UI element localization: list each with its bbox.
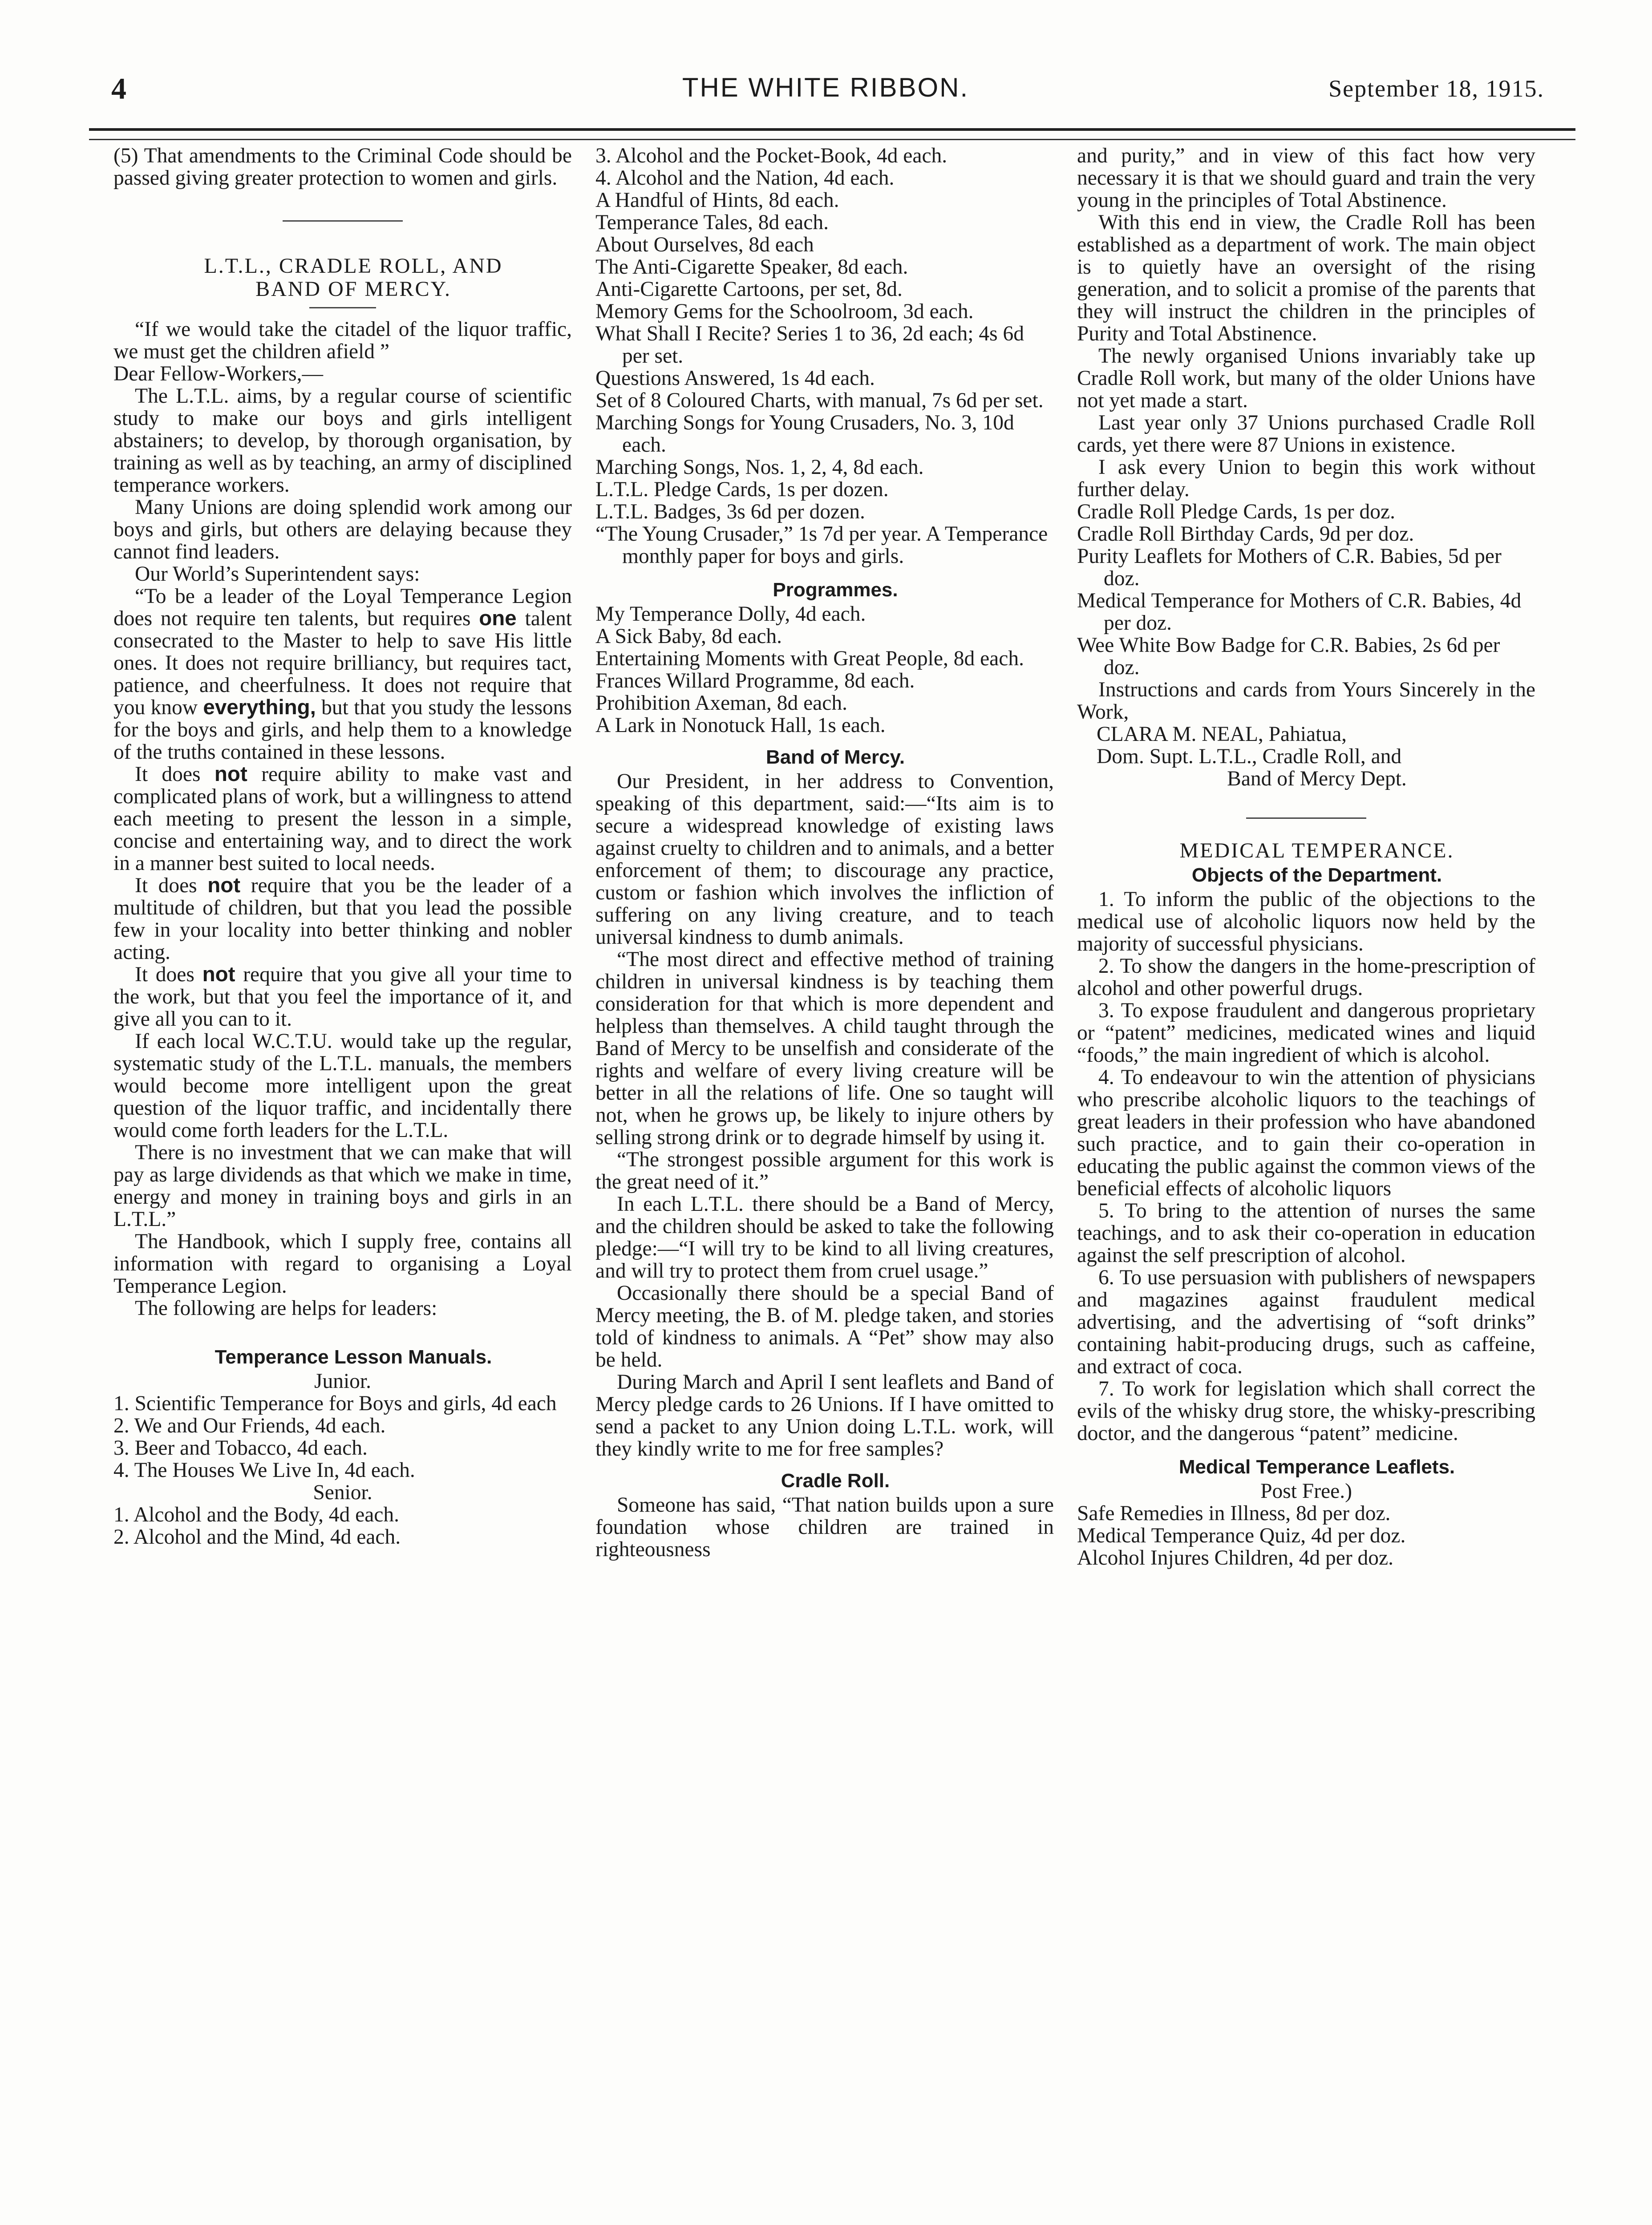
list-item: Marching Songs, Nos. 1, 2, 4, 8d each. (595, 456, 924, 479)
column-2 (595, 145, 1054, 1561)
header-rule (89, 128, 1575, 140)
list-item: Memory Gems for the Schoolroom, 3d each. (595, 300, 974, 323)
list-item: L.T.L. Pledge Cards, 1s per dozen. (595, 478, 889, 501)
subheading-junior: Junior. (314, 1370, 371, 1393)
paragraph: “The most direct and effective method of training children in universal kindness is by teaching them consideration for that which is more dependent and helpless than themselves. A child taught through the Band of Mercy to be unselfish and considerate of the rights and welfare of every living creature will be better in all the relations of life. One so taught will not, when he grows up, be likely to injure others by selling strong drink or to degrade himself by using it. (595, 948, 1054, 1149)
list-item: “The Young Crusader,” 1s 7d per year. A Temperance monthly paper for boys and girls. (595, 522, 1048, 568)
paragraph: The Handbook, which I supply free, contains all information with regard to organising a Loyal Temperance Legion. (113, 1230, 572, 1298)
text: require ability to make vast and complicated plans of work, but a willingness to attend each meeting to present the lesson in a simple, concise and entertaining way, and to direct the work in a manner best suited to local needs. (113, 763, 572, 875)
text: but that you study the lessons for the boys and girls, and help them to a knowledge of the truths contained in these lessons. (113, 696, 572, 764)
list-item: About Ourselves, 8d each (595, 233, 814, 256)
list-item: 4. Alcohol and the Nation, 4d each. (595, 166, 895, 190)
list-item: 3. Alcohol and the Pocket-Book, 4d each. (595, 144, 947, 167)
leaders-helps-list (595, 145, 1054, 567)
list-item: 2. Alcohol and the Mind, 4d each. (113, 1525, 401, 1549)
emphasis: not (214, 762, 247, 786)
page-number: 4 (111, 72, 126, 105)
paragraph: Occasionally there should be a special Band of Mercy meeting, the B. of M. pledge taken, and stories told of kindness to animals. A “Pet” show may also be held. (595, 1282, 1054, 1371)
subheading-programmes: Programmes. (773, 579, 898, 601)
paragraph: (5) That amendments to the Criminal Code should be passed giving greater protection to women and girls. (113, 144, 572, 190)
paragraph: 1. To inform the public of the objections to the medical use of alcoholic liquors now held by the majority of successful physicians. (1077, 888, 1535, 955)
paragraph: Our President, in her address to Convention, speaking of this department, said:—“Its aim is to secure a widespread knowledge of existing laws against cruelty to children and to animals, and a better enforcement of them; to discourage any practice, custom or fashion which involves the infliction of suffering on any living creature, and to teach universal kindness to dumb animals. (595, 770, 1054, 949)
list-item: A Handful of Hints, 8d each. (595, 189, 839, 212)
paragraph: In each L.T.L. there should be a Band of Mercy, and the children should be asked to take the following pledge:—“I will try to be kind to all living creatures, and will try to protect them from cruel usage.” (595, 1193, 1054, 1282)
list-item: Wee White Bow Badge for C.R. Babies, 2s 6d per doz. (1077, 634, 1500, 679)
paragraph (113, 585, 572, 763)
section-divider (1246, 817, 1366, 819)
subheading-cradle-roll: Cradle Roll. (781, 1470, 890, 1492)
paragraph: Last year only 37 Unions purchased Cradle Roll cards, yet there were 87 Unions in existence. (1077, 411, 1535, 457)
emphasis: not (202, 963, 235, 986)
list-item: 1. Scientific Temperance for Boys and girls, 4d each (113, 1392, 557, 1415)
signature-name: CLARA M. NEAL, Pahiatua, (1097, 723, 1347, 746)
paragraph: 3. To expose fraudulent and dangerous proprietary or “patent” medicines, medicated wines and liquid “foods,” the main ingredient of which is alcohol. (1077, 999, 1535, 1067)
text: talent consecrated to the Master to help to save His little ones. It does not require brilliancy, but requires tact, patience, and cheerfulness. It does not require that you know (113, 607, 572, 719)
paragraph: and purity,” and in view of this fact how very necessary it is that we should guard and train the very young in the principles of Total Abstinence. (1077, 144, 1535, 212)
subheading-manuals: Temperance Lesson Manuals. (215, 1346, 492, 1368)
list-item: 4. The Houses We Live In, 4d each. (113, 1459, 415, 1482)
text: It does (135, 763, 201, 786)
paragraph: 4. To endeavour to win the attention of physicians who prescribe alcoholic liquors to the teachings of great leaders in their profession who have abandoned such practice, and to gain their co-operation in educating the public against the common views of the beneficial effects of alcoholic liquors (1077, 1066, 1535, 1200)
paragraph: There is no investment that we can make that will pay as large dividends as that which we make in time, energy and money in training boys and girls in an L.T.L.” (113, 1141, 572, 1231)
newspaper-title: THE WHITE RIBBON. (682, 73, 969, 102)
section-heading-medical: MEDICAL TEMPERANCE. (1179, 839, 1454, 862)
salutation: Dear Fellow-Workers,— (113, 362, 324, 385)
paragraph: “The strongest possible argument for this work is the great need of it.” (595, 1148, 1054, 1193)
signature-title: Dom. Supt. L.T.L., Cradle Roll, and (1097, 745, 1402, 768)
paragraph: With this end in view, the Cradle Roll has been established as a department of work. The main object is to quietly have an oversight of the rising generation, and to solicit a promise of the parents that they will instruct the children in the principles of Purity and Total Abstinence. (1077, 211, 1535, 345)
list-item: Entertaining Moments with Great People, 8d each. (595, 647, 1024, 670)
paragraph: Our World’s Superintendent says: (135, 562, 420, 586)
list-item: Questions Answered, 1s 4d each. (595, 367, 875, 390)
list-item: Set of 8 Coloured Charts, with manual, 7s 6d per set. (595, 389, 1044, 412)
list-item: A Lark in Nonotuck Hall, 1s each. (595, 714, 886, 737)
list-item: Medical Temperance Quiz, 4d per doz. (1077, 1524, 1406, 1547)
emphasis: not (207, 874, 241, 897)
list-item: The Anti-Cigarette Speaker, 8d each. (595, 255, 908, 279)
text: It does (135, 963, 194, 986)
senior-list (113, 1504, 572, 1548)
section-divider (283, 220, 403, 222)
subheading-objects: Objects of the Department. (1191, 864, 1442, 886)
list-item: Safe Remedies in Illness, 8d per doz. (1077, 1502, 1391, 1525)
paragraph: Many Unions are doing splendid work among our boys and girls, but others are delaying because they cannot find leaders. (113, 496, 572, 563)
paragraph (113, 763, 572, 874)
list-item: Cradle Roll Birthday Cards, 9d per doz. (1077, 522, 1414, 546)
text: require that you be the leader of a multitude of children, but that you lead the possible few in your locality into better thinking and nobler acting. (113, 874, 572, 964)
leaflets-list (1077, 1502, 1535, 1569)
epigraph-quote: “If we would take the citadel of the liquor traffic, we must get the children afield ” (113, 318, 572, 363)
subheading-band-of-mercy: Band of Mercy. (765, 746, 905, 768)
closing-line: Instructions and cards from Yours Sincerely in the Work, (1077, 678, 1535, 724)
list-item: Temperance Tales, 8d each. (595, 211, 829, 234)
paragraph (113, 874, 572, 963)
junior-list (113, 1392, 572, 1481)
signature-dept: Band of Mercy Dept. (1227, 767, 1407, 790)
column-1 (113, 145, 572, 1548)
programmes-list (595, 603, 1054, 736)
cradle-roll-items (1077, 501, 1535, 679)
page-header (107, 67, 1544, 116)
list-item: 1. Alcohol and the Body, 4d each. (113, 1503, 399, 1526)
list-item: Medical Temperance for Mothers of C.R. Babies, 4d per doz. (1077, 589, 1522, 635)
paragraph: 7. To work for legislation which shall correct the evils of the whisky drug store, the whisky-prescribing doctor, and the dangerous “patent” medicine. (1077, 1377, 1535, 1445)
text: require that you give all your time to the work, but that you feel the importance of it, and give all you can to it. (113, 963, 572, 1031)
paragraph: The L.T.L. aims, by a regular course of scientific study to make our boys and girls intelligent abstainers; to develop, by thorough organisation, by training as well as by teaching, an army of disciplined temperance workers. (113, 384, 572, 497)
paragraph: During March and April I sent leaflets and Band of Mercy pledge cards to 26 Unions. If I have omitted to send a packet to any Union doing L.T.L. work, will they kindly write to me for free samples? (595, 1371, 1054, 1460)
paragraph: 5. To bring to the attention of nurses the same teachings, and to ask their co-operation in education against the self prescription of alcohol. (1077, 1199, 1535, 1267)
paragraph: The following are helps for leaders: (135, 1297, 437, 1320)
list-item: Alcohol Injures Children, 4d per doz. (1077, 1546, 1394, 1570)
list-item: Purity Leaflets for Mothers of C.R. Babies, 5d per doz. (1077, 545, 1502, 590)
emphasis: one (479, 607, 517, 630)
list-item: A Sick Baby, 8d each. (595, 625, 782, 648)
issue-date: September 18, 1915. (1328, 75, 1544, 102)
paragraph (113, 963, 572, 1030)
list-item: Cradle Roll Pledge Cards, 1s per doz. (1077, 500, 1396, 523)
paragraph: Someone has said, “That nation builds upon a sure foundation whose children are trained in righteousness (595, 1493, 1054, 1561)
heading-rule (309, 307, 376, 308)
list-item: Frances Willard Programme, 8d each. (595, 669, 915, 692)
paragraph: The newly organised Unions invariably take up Cradle Roll work, but many of the older Unions have not yet made a start. (1077, 344, 1535, 412)
text: “To be a leader of the Loyal Temperance Legion does not require ten talents, but requires (113, 585, 572, 630)
paragraph: 6. To use persuasion with publishers of newspapers and magazines against fraudulent medical advertising, and the advertising of “soft drinks” containing habit-producing drugs, such as caffeine, and extract of coca. (1077, 1266, 1535, 1378)
list-item: Marching Songs for Young Crusaders, No. 3, 10d each. (595, 411, 1014, 457)
list-item: My Temperance Dolly, 4d each. (595, 603, 866, 626)
list-item: L.T.L. Badges, 3s 6d per dozen. (595, 500, 865, 523)
post-free-note: Post Free.) (1260, 1480, 1352, 1503)
paragraph: I ask every Union to begin this work without further delay. (1077, 456, 1535, 501)
section-heading-ltl: L.T.L., CRADLE ROLL, AND (204, 254, 503, 278)
list-item: Prohibition Axeman, 8d each. (595, 692, 847, 715)
column-3 (1077, 145, 1535, 1569)
text: It does (135, 874, 197, 897)
paragraph: 2. To show the dangers in the home-prescription of alcohol and other powerful drugs. (1077, 955, 1535, 1000)
list-item: 3. Beer and Tobacco, 4d each. (113, 1436, 368, 1460)
emphasis: everything, (203, 696, 316, 719)
list-item: Anti-Cigarette Cartoons, per set, 8d. (595, 278, 903, 301)
list-item: 2. We and Our Friends, 4d each. (113, 1414, 386, 1437)
subheading-senior: Senior. (313, 1481, 373, 1504)
section-heading-ltl-line2: BAND OF MERCY. (255, 277, 451, 301)
subheading-leaflets: Medical Temperance Leaflets. (1178, 1456, 1455, 1478)
paragraph: If each local W.C.T.U. would take up the regular, systematic study of the L.T.L. manuals, the members would become more intelligent upon the great question of the liquor traffic, and incidentally there would come forth leaders for the L.T.L. (113, 1030, 572, 1142)
list-item: What Shall I Recite? Series 1 to 36, 2d each; 4s 6d per set. (595, 322, 1024, 368)
